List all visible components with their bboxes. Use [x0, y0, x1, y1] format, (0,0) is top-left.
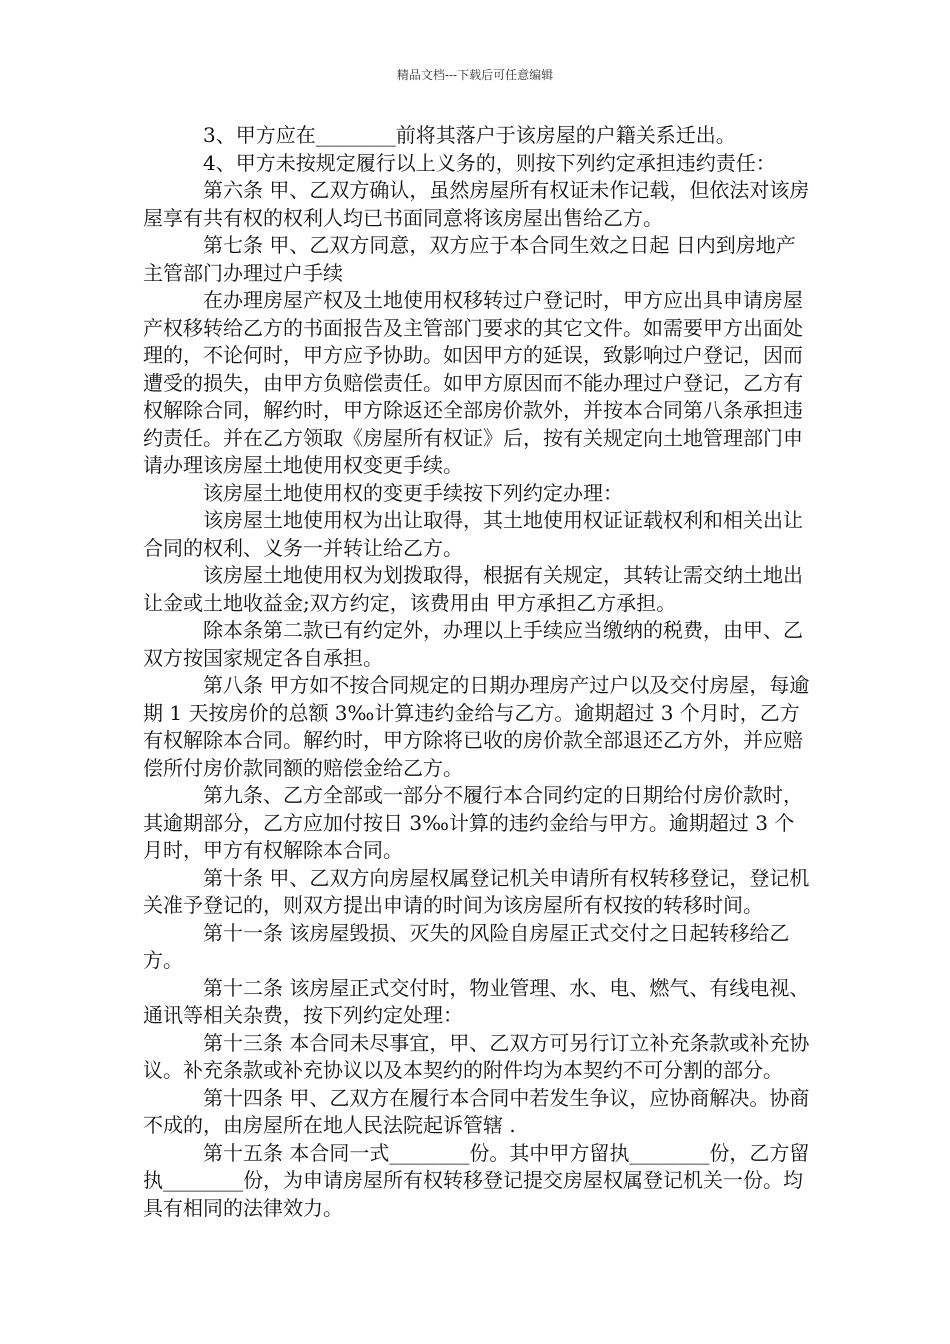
paragraph: 第十条 甲、乙双方向房屋权属登记机关申请所有权转移登记，登记机关准予登记的，则双方提出申请的时间为该房屋所有权按的转移时间。	[143, 865, 810, 917]
paragraph: 第九条、乙方全部或一部分不履行本合同约定的日期给付房价款时，其逾期部分，乙方应加付按日 3‰计算的违约金给与甲方。逾期超过 3 个月时，甲方有权解除本合同。	[143, 783, 803, 862]
paragraph: 第七条 甲、乙双方同意，双方应于本合同生效之日起 日内到房地产主管部门办理过户手续	[143, 233, 796, 285]
paragraph: 第十三条 本合同未尽事宜，甲、乙双方可另行订立补充条款或补充协议。补充条款或补充协议以及本契约的附件均为本契约不可分割的部分。	[143, 1030, 810, 1082]
paragraph: 在办理房屋产权及土地使用权移转过户登记时，甲方应出具申请房屋产权移转给乙方的书面报告及主管部门要求的其它文件。如需要甲方出面处理的，不论何时，甲方应予协助。如因甲方的延误，致影响过户登记，因而遭受的损失，由甲方负赔偿责任。如甲方原因而不能办理过户登记，乙方有权解除合同，解约时，甲方除返还全部房价款外，并按本合同第八条承担违约责任。并在乙方领取《房屋所有权证》后，按有关规定向土地管理部门申请办理该房屋土地使用权变更手续。	[143, 288, 803, 477]
paragraph: 第十五条 本合同一式________份。其中甲方留执________份，乙方留执________份，为申请房屋所有权转移登记提交房屋权属登记机关一份。均具有相同的法律效力。	[143, 1140, 810, 1220]
paragraph: 该房屋土地使用权为出让取得，其土地使用权证证载权利和相关出让合同的权利、义务一并转让给乙方。	[143, 508, 803, 560]
paragraph: 除本条第二款已有约定外，办理以上手续应当缴纳的税费，由甲、乙双方按国家规定各自承担。	[143, 618, 803, 670]
paragraph: 第十二条 该房屋正式交付时，物业管理、水、电、燃气、有线电视、通讯等相关杂费，按下列约定处理：	[143, 975, 810, 1027]
paragraph: 4、甲方未按规定履行以上义务的，则按下列约定承担违约责任：	[203, 150, 776, 175]
paragraph: 该房屋土地使用权为划拨取得，根据有关规定，其转让需交纳土地出让金或土地收益金;双方约定，该费用由 甲方承担乙方承担。	[143, 563, 803, 615]
document-body	[143, 122, 813, 1222]
paragraph: 第六条 甲、乙双方确认，虽然房屋所有权证未作记载，但依法对该房屋享有共有权的权利人均已书面同意将该房屋出售给乙方。	[143, 178, 810, 230]
paragraph: 3、甲方应在________前将其落户于该房屋的户籍关系迁出。	[203, 123, 736, 147]
paragraph: 第八条 甲方如不按合同规定的日期办理房产过户以及交付房屋，每逾期 1 天按房价的总额 3‰计算违约金给与乙方。逾期超过 3 个月时，乙方有权解除本合同。解约时，甲方除将已收的房价款全部退还乙方外，并应赔偿所付房价款同额的赔偿金给乙方。	[143, 673, 810, 780]
paragraph: 该房屋土地使用权的变更手续按下列约定办理：	[203, 480, 623, 505]
paragraph: 第十四条 甲、乙双方在履行本合同中若发生争议，应协商解决。协商不成的，由房屋所在地人民法院起诉管辖 .	[143, 1085, 810, 1137]
paragraph: 第十一条 该房屋毁损、灭失的风险自房屋正式交付之日起转移给乙方。	[143, 920, 790, 972]
page-header: 精品文档---下载后可任意编辑	[396, 68, 554, 82]
